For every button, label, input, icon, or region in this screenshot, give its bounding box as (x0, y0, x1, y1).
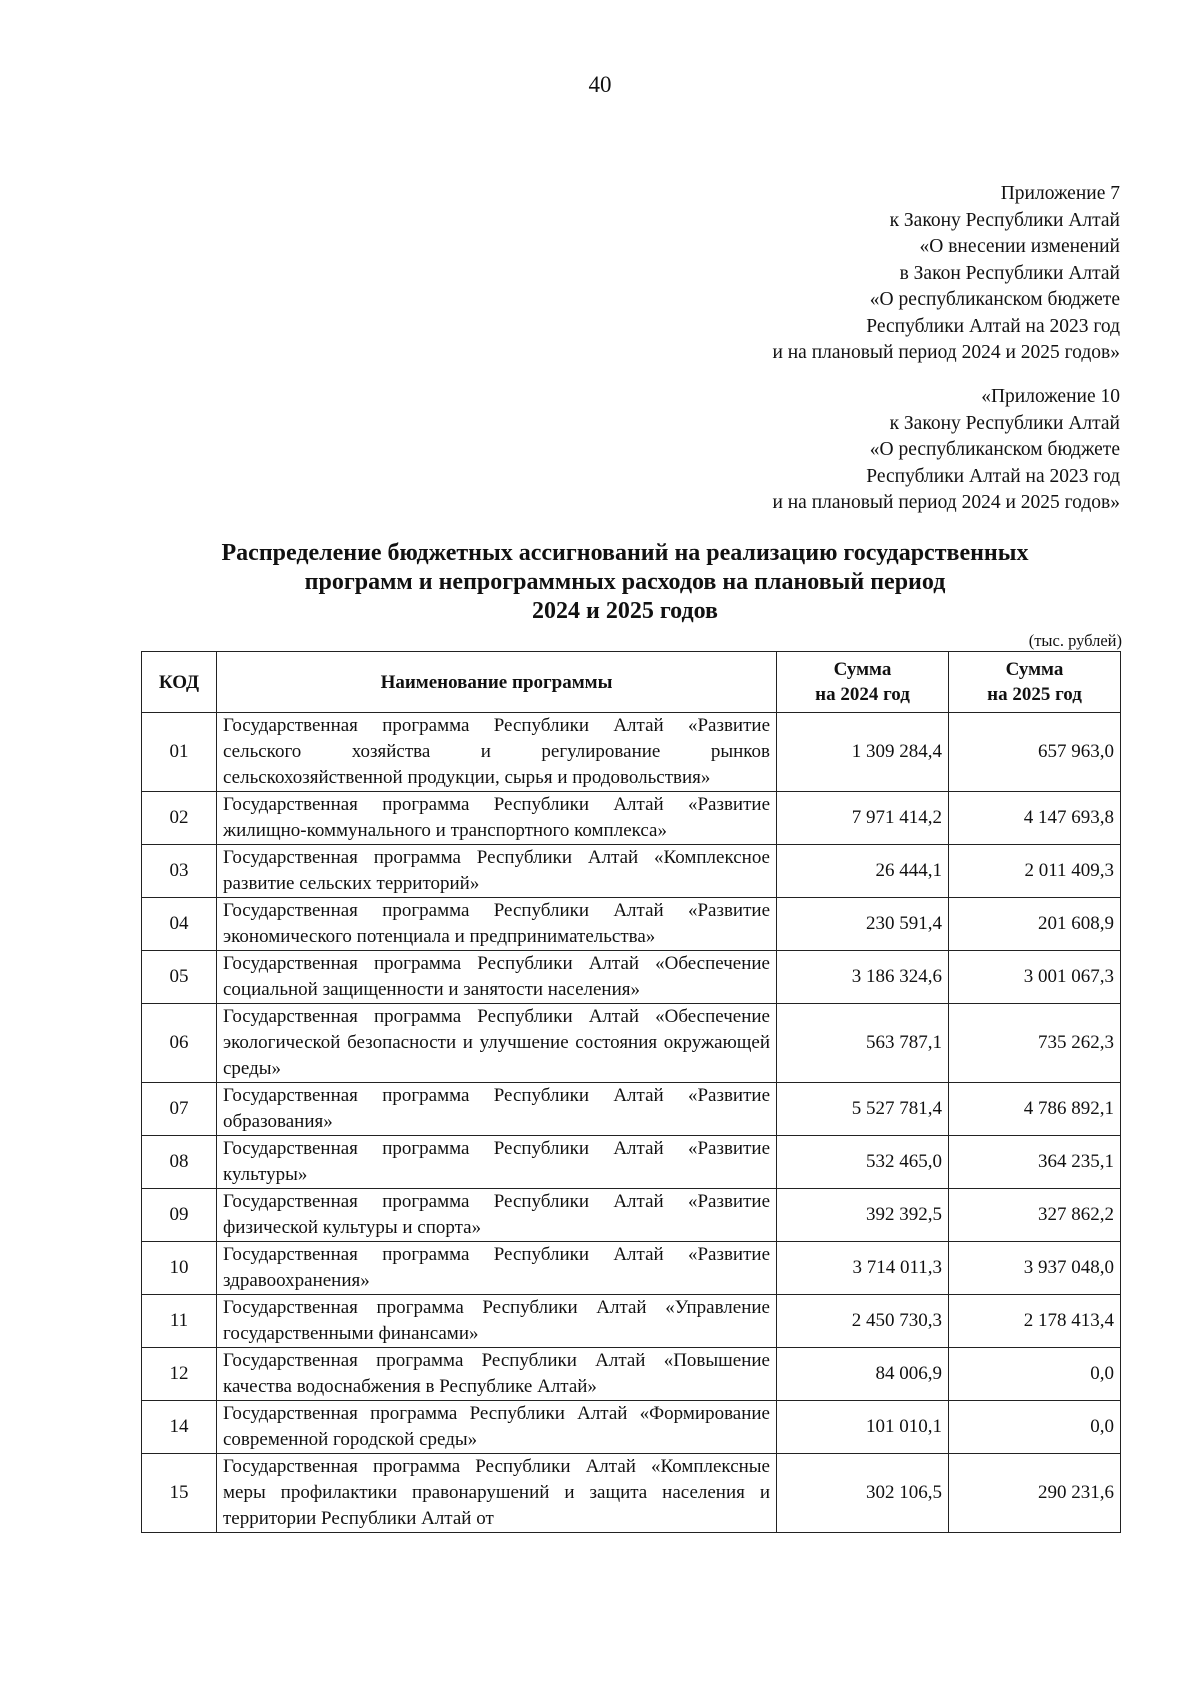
header-sum-2024 (777, 652, 949, 713)
row-code: 06 (142, 1004, 217, 1083)
row-code: 02 (142, 792, 217, 845)
header-sum-2024-line: Сумма (833, 659, 892, 680)
table-row (142, 845, 1121, 898)
row-program-name: Государственная программа Республики Алтай «Повышение качества водоснабжения в Республике Алтай» (217, 1348, 777, 1401)
title-line: Распределение бюджетных ассигнований на реализацию государственных (221, 540, 1029, 566)
row-sum-2024: 2 450 730,3 (777, 1295, 949, 1348)
row-sum-2025: 657 963,0 (949, 713, 1121, 792)
row-sum-2024: 5 527 781,4 (777, 1083, 949, 1136)
appendix-line: и на плановый период 2024 и 2025 годов» (772, 342, 1120, 363)
row-program-name: Государственная программа Республики Алтай «Обеспечение экологической безопасности и улучшение состояния окружающей среды» (217, 1004, 777, 1083)
row-sum-2025: 2 178 413,4 (949, 1295, 1121, 1348)
row-program-name: Государственная программа Республики Алтай «Управление государственными финансами» (217, 1295, 777, 1348)
budget-table (141, 651, 1121, 1533)
appendix-line: к Закону Республики Алтай (889, 209, 1120, 231)
appendix-line: и на плановый период 2024 и 2025 годов» (772, 492, 1120, 513)
row-sum-2024: 392 392,5 (777, 1189, 949, 1242)
row-code: 10 (142, 1242, 217, 1295)
row-sum-2025: 4 786 892,1 (949, 1083, 1121, 1136)
row-sum-2025: 0,0 (949, 1348, 1121, 1401)
header-code: КОД (142, 652, 217, 713)
appendix-line: в Закон Республики Алтай (899, 262, 1120, 284)
row-sum-2025: 327 862,2 (949, 1189, 1121, 1242)
row-sum-2024: 3 186 324,6 (777, 951, 949, 1004)
appendix-line: «О внесении изменений (919, 236, 1120, 257)
row-sum-2024: 563 787,1 (777, 1004, 949, 1083)
row-code: 01 (142, 713, 217, 792)
row-sum-2024: 532 465,0 (777, 1136, 949, 1189)
table-header-row (142, 652, 1121, 713)
units-note: (тыс. рублей) (1028, 631, 1122, 650)
document-title (130, 539, 1120, 626)
header-name: Наименование программы (217, 652, 777, 713)
row-sum-2025: 0,0 (949, 1401, 1121, 1454)
row-sum-2025: 735 262,3 (949, 1004, 1121, 1083)
row-program-name: Государственная программа Республики Алтай «Развитие жилищно-коммунального и транспортного комплекса» (217, 792, 777, 845)
row-sum-2025: 290 231,6 (949, 1454, 1121, 1533)
appendix-line: к Закону Республики Алтай (889, 412, 1120, 434)
table-row (142, 1401, 1121, 1454)
table-row (142, 1004, 1121, 1083)
table-row (142, 1242, 1121, 1295)
row-code: 03 (142, 845, 217, 898)
row-code: 14 (142, 1401, 217, 1454)
row-sum-2025: 4 147 693,8 (949, 792, 1121, 845)
appendix-line: «Приложение 10 (981, 386, 1120, 407)
table-row (142, 1136, 1121, 1189)
header-sum-2024-line: на 2024 год (815, 684, 910, 705)
row-code: 07 (142, 1083, 217, 1136)
appendix-10-header (560, 384, 1120, 517)
appendix-line: Республики Алтай на 2023 год (866, 465, 1120, 487)
row-sum-2024: 84 006,9 (777, 1348, 949, 1401)
row-sum-2024: 302 106,5 (777, 1454, 949, 1533)
row-program-name: Государственная программа Республики Алтай «Развитие сельского хозяйства и регулирование рынков сельскохозяйственной продукции, сырья и продовольствия» (217, 713, 777, 792)
header-sum-2025-line: Сумма (1005, 659, 1064, 680)
header-sum-2025 (949, 652, 1121, 713)
row-code: 12 (142, 1348, 217, 1401)
title-line: 2024 и 2025 годов (532, 598, 718, 624)
row-program-name: Государственная программа Республики Алтай «Формирование современной городской среды» (217, 1401, 777, 1454)
appendix-7-header (560, 181, 1120, 367)
row-program-name: Государственная программа Республики Алтай «Развитие экономического потенциала и предпринимательства» (217, 898, 777, 951)
appendix-line: Республики Алтай на 2023 год (866, 315, 1120, 337)
table-row (142, 792, 1121, 845)
row-sum-2024: 26 444,1 (777, 845, 949, 898)
row-sum-2024: 101 010,1 (777, 1401, 949, 1454)
appendix-line: Приложение 7 (1000, 183, 1120, 204)
table-row (142, 1348, 1121, 1401)
table-row (142, 713, 1121, 792)
row-program-name: Государственная программа Республики Алтай «Развитие культуры» (217, 1136, 777, 1189)
title-line: программ и непрограммных расходов на плановый период (304, 569, 946, 595)
row-program-name: Государственная программа Республики Алтай «Развитие физической культуры и спорта» (217, 1189, 777, 1242)
row-code: 09 (142, 1189, 217, 1242)
table-row (142, 951, 1121, 1004)
table-row (142, 1454, 1121, 1533)
row-code: 05 (142, 951, 217, 1004)
row-code: 04 (142, 898, 217, 951)
row-program-name: Государственная программа Республики Алтай «Обеспечение социальной защищенности и занятости населения» (217, 951, 777, 1004)
table-row (142, 898, 1121, 951)
row-sum-2024: 230 591,4 (777, 898, 949, 951)
table-row (142, 1295, 1121, 1348)
row-program-name: Государственная программа Республики Алтай «Развитие образования» (217, 1083, 777, 1136)
row-code: 08 (142, 1136, 217, 1189)
appendix-line: «О республиканском бюджете (869, 439, 1120, 460)
row-sum-2024: 7 971 414,2 (777, 792, 949, 845)
row-sum-2024: 1 309 284,4 (777, 713, 949, 792)
row-sum-2025: 201 608,9 (949, 898, 1121, 951)
row-program-name: Государственная программа Республики Алтай «Комплексные меры профилактики правонарушений и защита населения и территории Республики Алтай от (217, 1454, 777, 1533)
header-sum-2025-line: на 2025 год (987, 684, 1082, 705)
row-sum-2025: 3 937 048,0 (949, 1242, 1121, 1295)
row-sum-2025: 3 001 067,3 (949, 951, 1121, 1004)
row-sum-2024: 3 714 011,3 (777, 1242, 949, 1295)
row-sum-2025: 2 011 409,3 (949, 845, 1121, 898)
table-row (142, 1189, 1121, 1242)
row-program-name: Государственная программа Республики Алтай «Комплексное развитие сельских территорий» (217, 845, 777, 898)
appendix-line: «О республиканском бюджете (869, 289, 1120, 310)
row-sum-2025: 364 235,1 (949, 1136, 1121, 1189)
table-row (142, 1083, 1121, 1136)
page-number: 40 (588, 72, 612, 97)
row-code: 11 (142, 1295, 217, 1348)
row-program-name: Государственная программа Республики Алтай «Развитие здравоохранения» (217, 1242, 777, 1295)
row-code: 15 (142, 1454, 217, 1533)
